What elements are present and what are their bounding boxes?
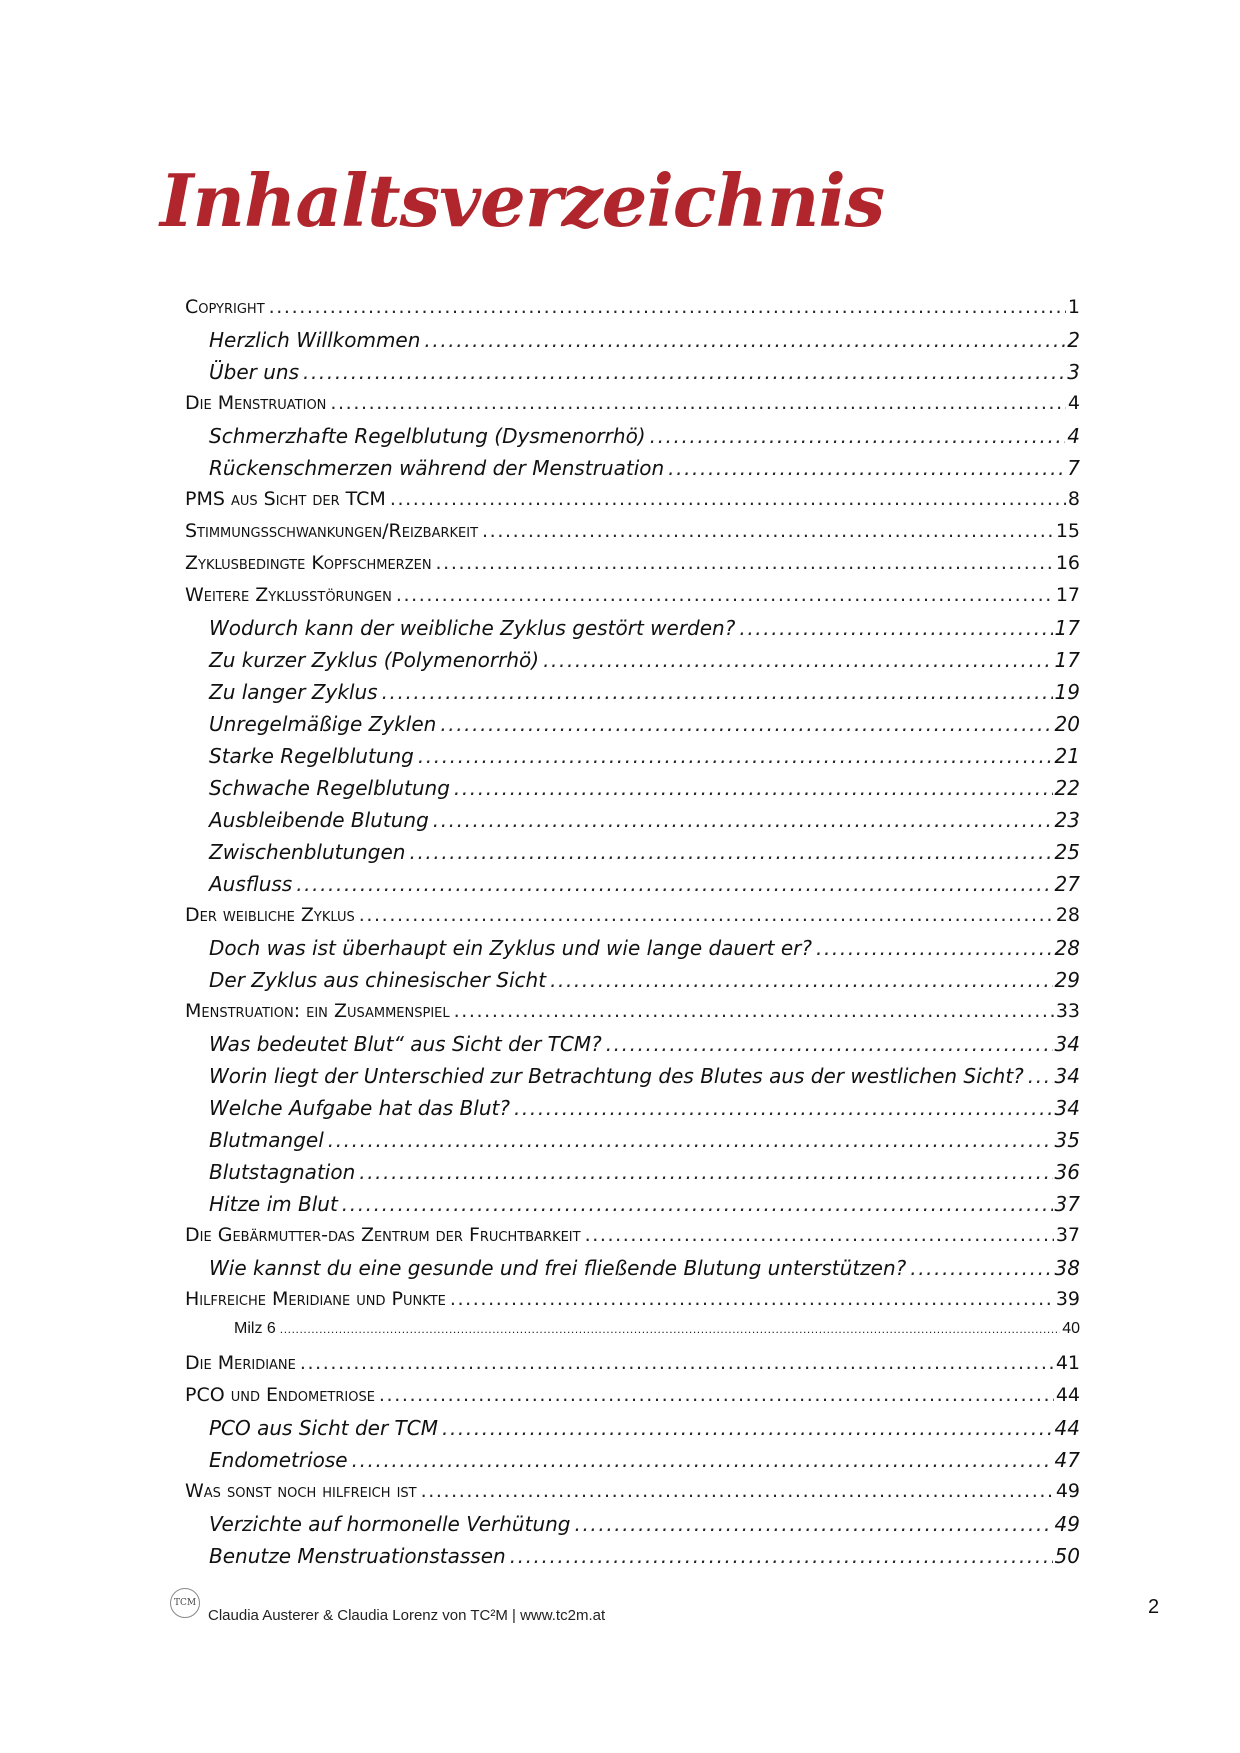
toc-entry-label: PCO und Endometriose <box>185 1384 375 1406</box>
toc-entry-label: Herzlich Willkommen <box>209 328 421 352</box>
toc-leader-dots <box>359 904 1054 926</box>
toc-entry-page: 41 <box>1055 1352 1080 1374</box>
toc-entry-label: Copyright <box>185 296 265 318</box>
toc-entry[interactable] <box>185 872 1080 904</box>
toc-entry-page: 7 <box>1067 456 1080 480</box>
toc-leader-dots <box>342 1192 1053 1216</box>
toc-entry-label: Zyklusbedingte Kopfschmerzen <box>185 552 432 574</box>
toc-entry-page: 37 <box>1054 1192 1080 1216</box>
toc-entry-label: Schmerzhafte Regelblutung (Dysmenorrhö) <box>209 424 646 448</box>
toc-entry-page: 27 <box>1054 872 1080 896</box>
toc-entry[interactable] <box>185 1224 1080 1256</box>
toc-leader-dots <box>450 1288 1054 1310</box>
toc-leader-dots <box>300 1352 1054 1374</box>
toc-entry[interactable] <box>185 776 1080 808</box>
toc-entry-label: Rückenschmerzen während der Menstruation <box>209 456 665 480</box>
footer-text: Claudia Austerer & Claudia Lorenz von TC²M | www.tc2m.at <box>208 1607 606 1624</box>
toc-leader-dots <box>409 840 1052 864</box>
toc-entry[interactable] <box>185 360 1080 392</box>
toc-entry-page: 34 <box>1054 1096 1080 1120</box>
toc-leader-dots <box>396 584 1054 606</box>
toc-entry-page: 8 <box>1067 488 1080 510</box>
toc-entry-label: Wie kannst du eine gesunde und frei fließende Blutung unterstützen? <box>209 1256 907 1280</box>
page-number: 2 <box>1148 1596 1160 1618</box>
toc-entry-label: Ausfluss <box>209 872 293 896</box>
toc-entry-page: 28 <box>1055 904 1080 926</box>
toc-entry-label: Zwischenblutungen <box>209 840 406 864</box>
toc-entry-page: 29 <box>1054 968 1080 992</box>
toc-entry[interactable] <box>185 1320 1080 1352</box>
toc-entry-page: 16 <box>1055 552 1080 574</box>
toc-entry-page: 38 <box>1054 1256 1080 1280</box>
toc-entry-page: 21 <box>1054 744 1080 768</box>
toc-entry-label: Der weibliche Zyklus <box>185 904 355 926</box>
toc-entry[interactable] <box>185 968 1080 1000</box>
toc-leader-dots <box>390 488 1066 510</box>
toc-leader-dots <box>514 1096 1053 1120</box>
toc-entry-page: 3 <box>1067 360 1080 384</box>
toc-entry-page: 44 <box>1055 1384 1080 1406</box>
toc-entry-label: Die Meridiane <box>185 1352 296 1374</box>
toc-entry[interactable] <box>185 1256 1080 1288</box>
toc-entry-label: Schwache Regelblutung <box>209 776 450 800</box>
toc-leader-dots <box>269 296 1066 318</box>
toc-leader-dots <box>379 1384 1054 1406</box>
toc-entry-label: Verzichte auf hormonelle Verhütung <box>209 1512 571 1536</box>
toc-entry[interactable] <box>185 1032 1080 1064</box>
toc-entry-page: 19 <box>1054 680 1080 704</box>
toc-entry-label: Milz 6 <box>234 1320 276 1337</box>
toc-entry[interactable] <box>185 1448 1080 1480</box>
toc-leader-dots <box>328 1128 1053 1152</box>
toc-leader-dots <box>606 1032 1053 1056</box>
toc-leader-dots <box>424 328 1065 352</box>
toc-entry[interactable] <box>185 456 1080 488</box>
toc-entry[interactable] <box>185 1192 1080 1224</box>
toc-entry[interactable] <box>185 1000 1080 1032</box>
toc-entry[interactable] <box>185 392 1080 424</box>
toc-entry[interactable] <box>185 296 1080 328</box>
toc-entry-page: 17 <box>1054 648 1080 672</box>
toc-entry[interactable] <box>185 840 1080 872</box>
toc-entry-page: 35 <box>1054 1128 1080 1152</box>
toc-leader-dots <box>303 360 1065 384</box>
toc-leader-dots <box>454 776 1053 800</box>
toc-entry[interactable] <box>185 744 1080 776</box>
toc-entry-label: Hitze im Blut <box>209 1192 338 1216</box>
toc-entry[interactable] <box>185 680 1080 712</box>
page-title: Inhaltsverzeichnis <box>160 158 885 243</box>
toc-entry-page: 50 <box>1054 1544 1080 1568</box>
toc-leader-dots <box>668 456 1065 480</box>
toc-leader-dots <box>421 1480 1054 1502</box>
toc-entry-page: 25 <box>1054 840 1080 864</box>
toc-entry[interactable] <box>185 1288 1080 1320</box>
toc-entry-page: 33 <box>1055 1000 1080 1022</box>
toc-leader-dots <box>442 1416 1053 1440</box>
toc-entry[interactable] <box>185 808 1080 840</box>
toc-entry[interactable] <box>185 1096 1080 1128</box>
toc-entry-label: Über uns <box>209 360 299 384</box>
toc-entry-page: 4 <box>1067 424 1080 448</box>
toc-entry-label: Stimmungsschwankungen/Reizbarkeit <box>185 520 479 542</box>
toc-leader-dots <box>910 1256 1052 1280</box>
toc-leader-dots <box>280 1322 1060 1336</box>
toc-leader-dots <box>650 424 1066 448</box>
toc-entry-label: PCO aus Sicht der TCM <box>209 1416 438 1440</box>
toc-entry-label: Unregelmäßige Zyklen <box>209 712 437 736</box>
toc-entry-label: Worin liegt der Unterschied zur Betrachtung des Blutes aus der westlichen Sicht? <box>209 1064 1024 1088</box>
toc-entry-page: 34 <box>1054 1064 1080 1088</box>
toc-entry-page: 49 <box>1054 1512 1080 1536</box>
toc-entry-label: Menstruation: ein Zusammenspiel <box>185 1000 450 1022</box>
toc-entry-label: Benutze Menstruationstassen <box>209 1544 506 1568</box>
toc-entry-label: Die Gebärmutter-das Zentrum der Fruchtbarkeit <box>185 1224 581 1246</box>
toc-leader-dots <box>454 1000 1054 1022</box>
toc-entry[interactable] <box>185 1480 1080 1512</box>
toc-entry[interactable] <box>185 936 1080 968</box>
toc-entry[interactable] <box>185 1064 1080 1096</box>
toc-entry[interactable] <box>185 424 1080 456</box>
toc-entry-page: 4 <box>1067 392 1080 414</box>
toc-leader-dots <box>352 1448 1053 1472</box>
toc-entry[interactable] <box>185 1544 1080 1576</box>
toc-entry-page: 22 <box>1054 776 1080 800</box>
toc-leader-dots <box>482 520 1054 542</box>
toc-entry[interactable] <box>185 712 1080 744</box>
toc-entry-label: Was sonst noch hilfreich ist <box>185 1480 417 1502</box>
toc-entry-label: Starke Regelblutung <box>209 744 414 768</box>
toc-entry-page: 15 <box>1055 520 1080 542</box>
tcm-logo-icon: TCM <box>170 1588 200 1618</box>
toc-entry[interactable] <box>185 328 1080 360</box>
toc-entry-page: 49 <box>1055 1480 1080 1502</box>
toc-entry-label: Was bedeutet Blut“ aus Sicht der TCM? <box>209 1032 602 1056</box>
toc-entry-label: Zu langer Zyklus <box>209 680 378 704</box>
toc-leader-dots <box>382 680 1053 704</box>
toc-leader-dots <box>510 1544 1053 1568</box>
toc-entry-label: Endometriose <box>209 1448 348 1472</box>
toc-entry-label: Wodurch kann der weibliche Zyklus gestört werden? <box>209 616 736 640</box>
toc-entry[interactable] <box>185 584 1080 616</box>
toc-entry[interactable] <box>185 1352 1080 1384</box>
toc-entry-page: 17 <box>1055 584 1080 606</box>
toc-entry-label: Der Zyklus aus chinesischer Sicht <box>209 968 547 992</box>
toc-leader-dots <box>440 712 1052 736</box>
toc-entry-page: 37 <box>1055 1224 1080 1246</box>
toc-entry[interactable] <box>185 520 1080 552</box>
toc-entry-label: Welche Aufgabe hat das Blut? <box>209 1096 510 1120</box>
toc-leader-dots <box>543 648 1052 672</box>
toc-entry[interactable] <box>185 1512 1080 1544</box>
toc-leader-dots <box>550 968 1052 992</box>
toc-entry[interactable] <box>185 648 1080 680</box>
toc-entry-page: 20 <box>1054 712 1080 736</box>
toc-entry-page: 1 <box>1067 296 1080 318</box>
toc-entry-label: Ausbleibende Blutung <box>209 808 429 832</box>
toc-entry-label: Hilfreiche Meridiane und Punkte <box>185 1288 446 1310</box>
toc-leader-dots <box>359 1160 1052 1184</box>
toc-leader-dots <box>585 1224 1054 1246</box>
toc-entry-page: 17 <box>1054 616 1080 640</box>
toc-entry-page: 34 <box>1054 1032 1080 1056</box>
toc-entry[interactable] <box>185 1160 1080 1192</box>
toc-entry-label: Blutstagnation <box>209 1160 356 1184</box>
toc-entry[interactable] <box>185 616 1080 648</box>
toc-entry-page: 28 <box>1054 936 1080 960</box>
toc-entry-label: Doch was ist überhaupt ein Zyklus und wie lange dauert er? <box>209 936 812 960</box>
toc-entry-page: 2 <box>1067 328 1080 352</box>
table-of-contents <box>185 296 1080 1576</box>
toc-leader-dots <box>436 552 1054 574</box>
toc-entry[interactable] <box>185 552 1080 584</box>
toc-entry-label: PMS aus Sicht der TCM <box>185 488 386 510</box>
toc-entry-label: Blutmangel <box>209 1128 324 1152</box>
footer <box>170 1588 606 1624</box>
toc-entry[interactable] <box>185 904 1080 936</box>
toc-leader-dots <box>1028 1064 1053 1088</box>
toc-entry-label: Weitere Zyklusstörungen <box>185 584 392 606</box>
toc-leader-dots <box>816 936 1053 960</box>
toc-leader-dots <box>574 1512 1052 1536</box>
toc-entry-page: 39 <box>1055 1288 1080 1310</box>
toc-leader-dots <box>418 744 1053 768</box>
toc-entry-page: 44 <box>1054 1416 1080 1440</box>
toc-entry[interactable] <box>185 488 1080 520</box>
toc-entry[interactable] <box>185 1128 1080 1160</box>
toc-entry-page: 40 <box>1062 1320 1080 1337</box>
toc-entry-page: 47 <box>1054 1448 1080 1472</box>
toc-entry-label: Zu kurzer Zyklus (Polymenorrhö) <box>209 648 540 672</box>
toc-leader-dots <box>296 872 1052 896</box>
toc-leader-dots <box>739 616 1052 640</box>
toc-leader-dots <box>433 808 1053 832</box>
toc-entry-page: 36 <box>1054 1160 1080 1184</box>
toc-entry[interactable] <box>185 1416 1080 1448</box>
toc-entry-label: Die Menstruation <box>185 392 327 414</box>
toc-entry-page: 23 <box>1054 808 1080 832</box>
toc-entry[interactable] <box>185 1384 1080 1416</box>
toc-leader-dots <box>330 392 1066 414</box>
